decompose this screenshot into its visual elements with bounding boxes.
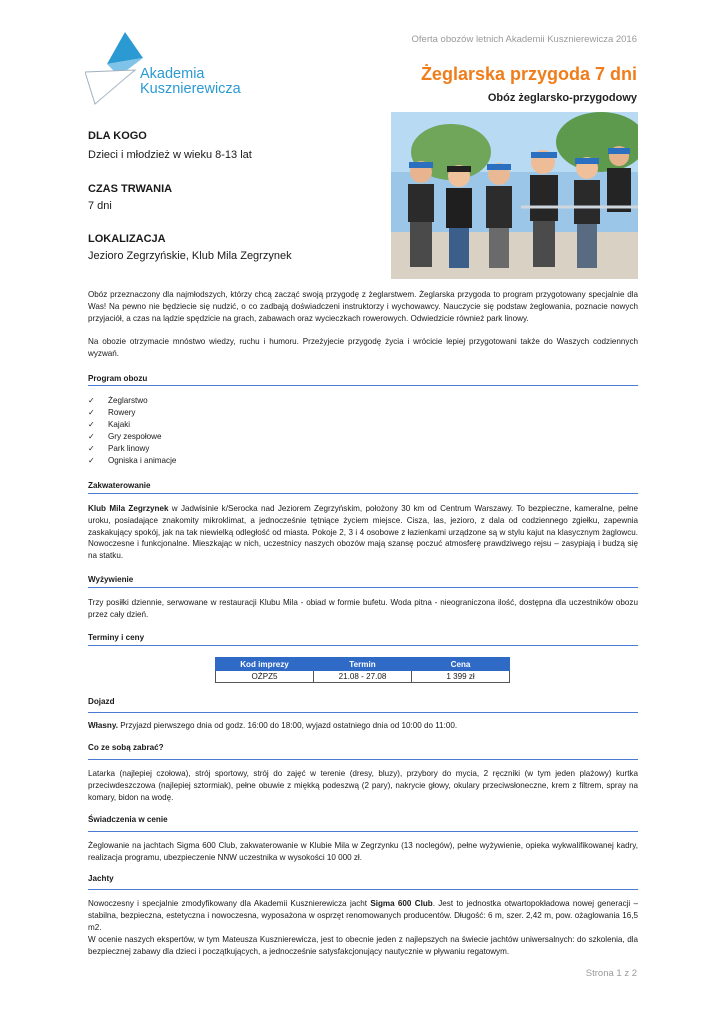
- column-header: Termin: [314, 658, 412, 671]
- column-header: Cena: [412, 658, 510, 671]
- accommodation-text: Klub Mila Zegrzynek w Jadwisinie k/Serocka nad Jeziorem Zegrzyńskim, położony 30 km od Centrum Warszawy. To bezpieczne, kameralne, pełne uroku, posiadające znakomity mikroklimat, a jednocześnie tętniące życiem miejsce. Cisza, las, jezioro, z dala od codziennego zgiełku, zapewnia zaskakujący spokój, jak na tak niewielką odległość od miasta. Pokoje 2, 3 i 4 osobowe z łazienkami urządzone są w stylu kajut na klasycznym żaglowcu. Nowoczesne i funkcjonalne. Mieszkając w nich, uczestnicy naszych obozów mają szansę poczuć atmosferę prawdziwego rejsu – zasypiają i budzą się na statku.: [88, 504, 638, 561]
- location-heading: LOKALIZACJA: [88, 233, 166, 245]
- yachts-heading: Jachty: [88, 874, 114, 883]
- column-header: Kod imprezy: [216, 658, 314, 671]
- page-title: Żeglarska przygoda 7 dni: [420, 64, 637, 84]
- intro-paragraph-1: Obóz przeznaczony dla najmłodszych, którzy chcą zacząć swoją przygodę z żeglarstwem. Żeglarska przygoda to program przygotowany specjalnie dla Was! Na pewno nie będziecie się nudzić, o co zadbają doświadczeni instruktorzy i wychowawcy. Nauczycie się podstaw żeglowania, poznacie nowych przyjaciół, a czas na lądzie spędzicie na grach, zabawach oraz wycieczkach rowerowych. Odwiedzicie również park linowy.: [88, 290, 638, 323]
- page-number: Strona 1 z 2: [585, 968, 637, 979]
- food-heading: Wyżywienie: [88, 575, 134, 584]
- terms-heading: Terminy i ceny: [88, 633, 145, 642]
- bring-rule: [88, 759, 638, 760]
- check-icon: ✓: [88, 456, 95, 465]
- header-top-line: Oferta obozów letnich Akademii Kusznierewicza 2016: [411, 34, 637, 45]
- intro-paragraph-2: Na obozie otrzymacie mnóstwo wiedzy, ruchu i humoru. Przeżyjecie przygodę życia i wrócicie lepiej przygotowani także do Waszych codziennych wyzwań.: [88, 337, 638, 358]
- included-rule: [88, 831, 638, 832]
- logo-line-1: Akademia: [140, 66, 205, 82]
- table-header-row: [216, 658, 510, 671]
- included-text: Żeglowanie na jachtach Sigma 600 Club, zakwaterowanie w Klubie Mila w Zegrzynku (13 noclegów), pełne wyżywienie, opieka wykwalifikowanej kadry, realizacja programu, ubezpieczenie NNW uczestnika w wysokości 10 000 zł.: [88, 841, 638, 862]
- travel-heading: Dojazd: [88, 697, 115, 706]
- check-icon: ✓: [88, 420, 95, 429]
- accommodation-heading: Zakwaterowanie: [88, 481, 151, 490]
- price-table: [215, 657, 510, 683]
- for-whom-value: Dzieci i młodzież w wieku 8-13 lat: [88, 149, 252, 161]
- table-cell: 21.08 - 27.08: [314, 671, 412, 683]
- page-subtitle: Obóz żeglarsko-przygodowy: [487, 92, 637, 104]
- yachts-text-2: W ocenie naszych ekspertów, w tym Mateusza Kusznierewicza, jest to obecnie jeden z najlepszych na świecie jachtów uniwersalnych: do szkolenia, dla bezpiecznej zabawy dla dzieci i początkujących, a jednocześnie satysfakcjonujący nautycznie w pływaniu regatowym.: [88, 935, 638, 956]
- table-cell: OŻPZ5: [216, 671, 314, 683]
- food-text: Trzy posiłki dziennie, serwowane w restauracji Klubu Mila - obiad w formie bufetu. Woda pitna - nieograniczona ilość, dostępna dla uczestników obozu przez cały dzień.: [88, 598, 638, 619]
- terms-rule: [88, 645, 638, 646]
- group-photo: [391, 112, 638, 279]
- food-rule: [88, 587, 638, 588]
- program-heading: Program obozu: [88, 374, 148, 383]
- duration-value: 7 dni: [88, 200, 112, 212]
- accommodation-rule: [88, 493, 638, 494]
- included-heading: Świadczenia w cenie: [88, 815, 168, 824]
- travel-rule: [88, 712, 638, 713]
- check-icon: ✓: [88, 444, 95, 453]
- logo-line-2: Kusznierewicza: [140, 81, 241, 97]
- travel-text: Własny. Przyjazd pierwszego dnia od godz. 16:00 do 18:00, wyjazd ostatniego dnia od 10:00 do 11:00.: [88, 721, 458, 730]
- list-item: ✓ Park linowy: [88, 444, 150, 453]
- list-item: ✓ Ogniska i animacje: [88, 456, 177, 465]
- list-item: ✓ Rowery: [88, 408, 136, 417]
- yachts-rule: [88, 889, 638, 890]
- table-row: [216, 671, 510, 683]
- duration-heading: CZAS TRWANIA: [88, 183, 173, 195]
- list-item: ✓ Gry zespołowe: [88, 432, 162, 441]
- list-item: ✓ Żeglarstwo: [88, 396, 148, 405]
- bring-text: Latarka (najlepiej czołowa), strój sportowy, strój do zajęć w terenie (dresy, bluzy), przybory do mycia, 2 ręczniki (w tym jeden plażowy) kurtka przeciwdeszczowa (najlepiej sztormiak), pełne obuwie z miękką podeszwą (2 pary), nakrycie głowy, okulary przeciwsłoneczne, krem z filtrem, spray na komary, bidon na wodę.: [88, 769, 638, 802]
- logo-text: [140, 67, 241, 97]
- table-cell: 1 399 zł: [412, 671, 510, 683]
- check-icon: ✓: [88, 408, 95, 417]
- program-list: [88, 395, 176, 467]
- check-icon: ✓: [88, 396, 95, 405]
- bring-heading: Co ze sobą zabrać?: [88, 743, 164, 752]
- location-value: Jezioro Zegrzyńskie, Klub Mila Zegrzynek: [88, 250, 292, 262]
- for-whom-heading: DLA KOGO: [88, 130, 147, 142]
- list-item: ✓ Kajaki: [88, 420, 131, 429]
- check-icon: ✓: [88, 432, 95, 441]
- yachts-text: Nowoczesny i specjalnie zmodyfikowany dla Akademii Kusznierewicza jacht Sigma 600 Club. Jest to jednostka otwartopokładowa nowej generacji – stabilna, bezpieczna, estetyczna i nowoczesna, wyposażona w osprzęt renomowanych producentów. Długość: 6 m, szer. 2,42 m, pow. ożaglowania 16,5 m2.: [88, 899, 639, 932]
- program-rule: [88, 385, 638, 386]
